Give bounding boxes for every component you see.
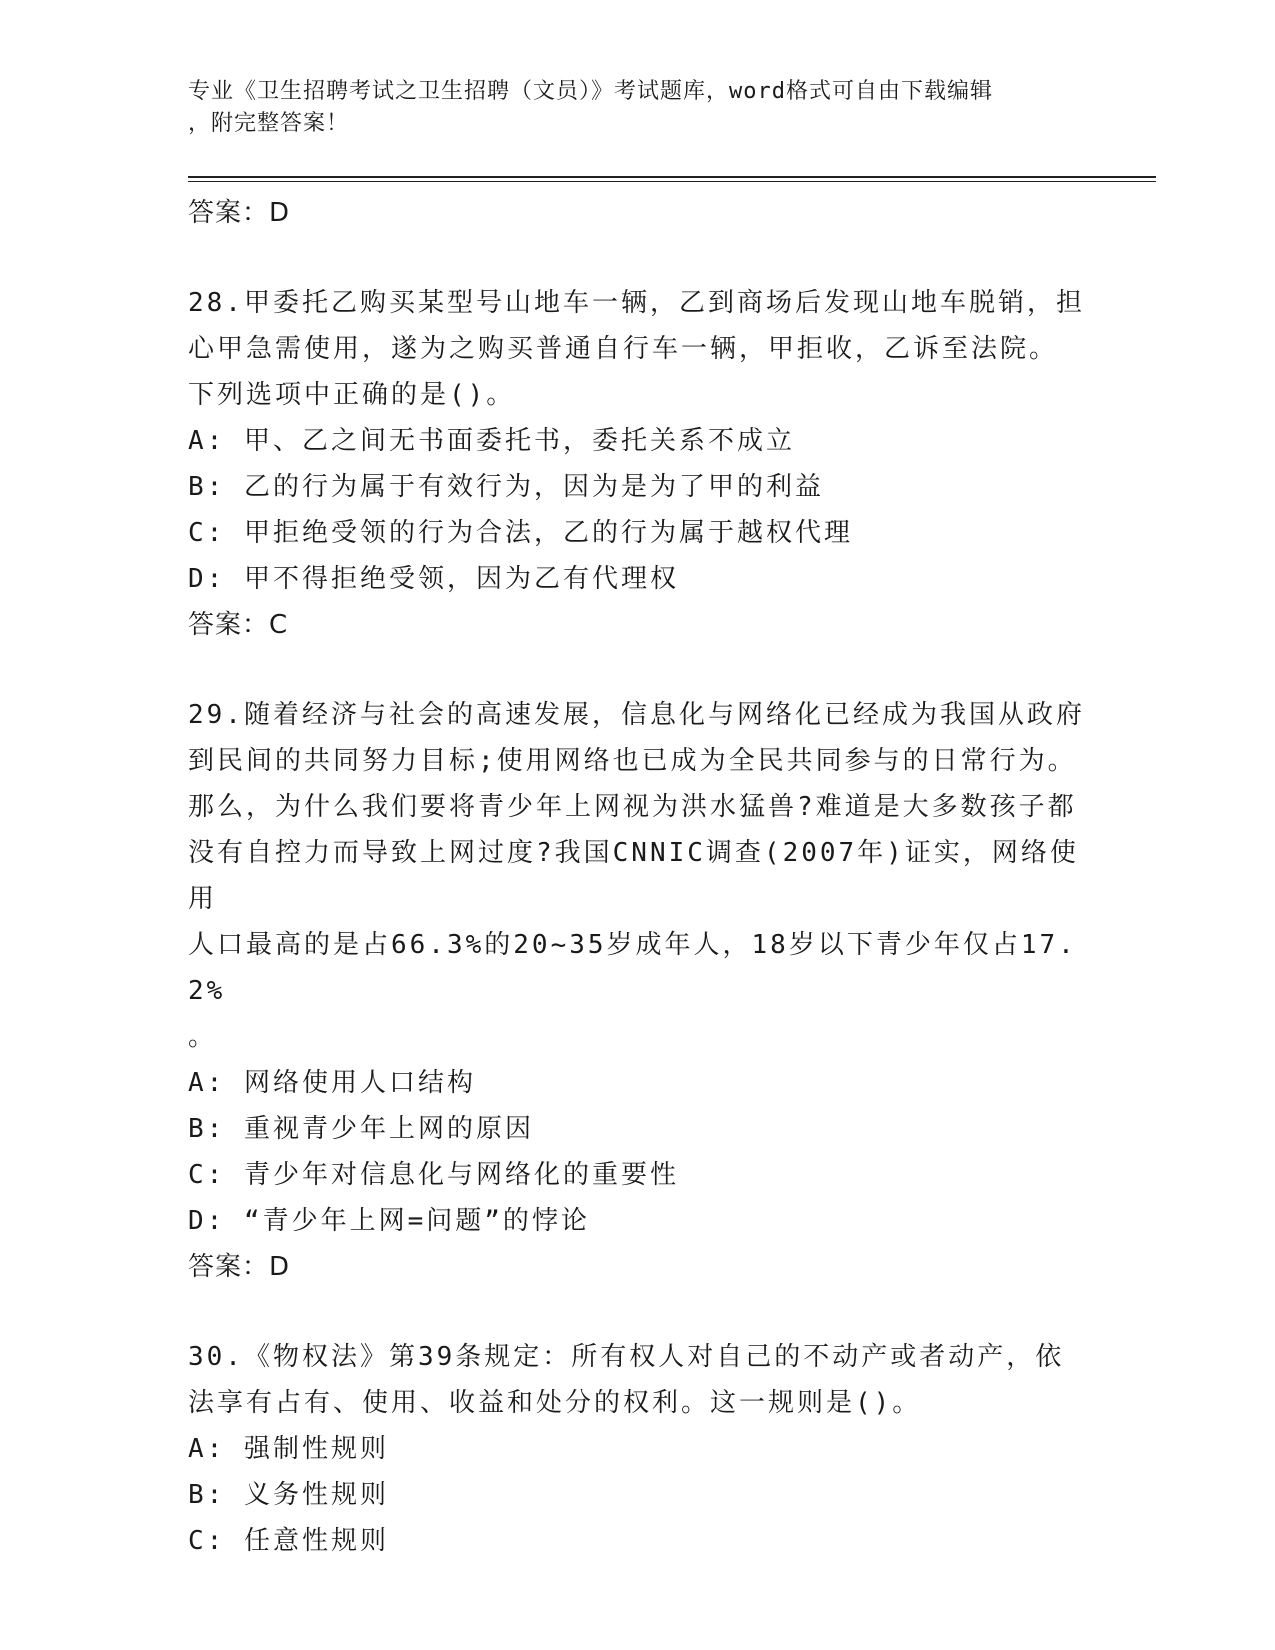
question-28-option-b: B: 乙的行为属于有效行为，因为是为了甲的利益 bbox=[188, 472, 824, 502]
stem-line: 。 bbox=[188, 1022, 218, 1052]
question-28-option-d: D: 甲不得拒绝受领，因为乙有代理权 bbox=[188, 564, 679, 594]
question-30 bbox=[188, 1334, 1088, 1564]
question-30-option-c: C: 任意性规则 bbox=[188, 1526, 389, 1556]
answer-27: 答案：D bbox=[188, 198, 291, 228]
question-30-stem bbox=[188, 1334, 1088, 1426]
spacer bbox=[188, 1290, 1088, 1334]
question-29 bbox=[188, 692, 1088, 1290]
stem-line: 28.甲委托乙购买某型号山地车一辆，乙到商场后发现山地车脱销，担 bbox=[188, 288, 1085, 318]
stem-line: 没有自控力而导致上网过度?我国CNNIC调查(2007年)证实，网络使用 bbox=[188, 838, 1079, 914]
header-line-1: 专业《卫生招聘考试之卫生招聘（文员）》考试题库，word格式可自由下载编辑 bbox=[188, 79, 993, 104]
header-rule-thin bbox=[188, 181, 1156, 182]
question-28-stem bbox=[188, 280, 1088, 418]
stem-line: 下列选项中正确的是()。 bbox=[188, 380, 516, 410]
question-29-answer: 答案：D bbox=[188, 1252, 291, 1282]
header-rule-thick bbox=[188, 176, 1156, 178]
question-29-option-d: D: “青少年上网=问题”的悖论 bbox=[188, 1206, 590, 1236]
question-28 bbox=[188, 280, 1088, 648]
header-line-2: ，附完整答案！ bbox=[188, 111, 350, 136]
question-28-option-c: C: 甲拒绝受领的行为合法，乙的行为属于越权代理 bbox=[188, 518, 853, 548]
question-29-option-c: C: 青少年对信息化与网络化的重要性 bbox=[188, 1160, 679, 1190]
question-list bbox=[188, 190, 1088, 1564]
stem-line: 30.《物权法》第39条规定：所有权人对自己的不动产或者动产，依 bbox=[188, 1342, 1065, 1372]
question-28-answer: 答案：C bbox=[188, 610, 289, 640]
question-30-option-a: A: 强制性规则 bbox=[188, 1434, 389, 1464]
stem-line: 29.随着经济与社会的高速发展，信息化与网络化已经成为我国从政府 bbox=[188, 700, 1085, 730]
question-28-option-a: A: 甲、乙之间无书面委托书，委托关系不成立 bbox=[188, 426, 795, 456]
stem-line: 法享有占有、使用、收益和处分的权利。这一规则是()。 bbox=[188, 1388, 922, 1418]
question-29-option-b: B: 重视青少年上网的原因 bbox=[188, 1114, 534, 1144]
question-29-option-a: A: 网络使用人口结构 bbox=[188, 1068, 476, 1098]
question-29-stem bbox=[188, 692, 1088, 1060]
stem-line: 心甲急需使用，遂为之购买普通自行车一辆，甲拒收，乙诉至法院。 bbox=[188, 334, 1059, 364]
document-header bbox=[188, 76, 1088, 140]
spacer bbox=[188, 236, 1088, 280]
question-30-option-b: B: 义务性规则 bbox=[188, 1480, 389, 1510]
stem-line: 那么，为什么我们要将青少年上网视为洪水猛兽?难道是大多数孩子都 bbox=[188, 792, 1077, 822]
stem-line: 到民间的共同努力目标;使用网络也已成为全民共同参与的日常行为。 bbox=[188, 746, 1077, 776]
spacer bbox=[188, 648, 1088, 692]
stem-line: 人口最高的是占66.3%的20~35岁成年人，18岁以下青少年仅占17.2% bbox=[188, 930, 1077, 1006]
